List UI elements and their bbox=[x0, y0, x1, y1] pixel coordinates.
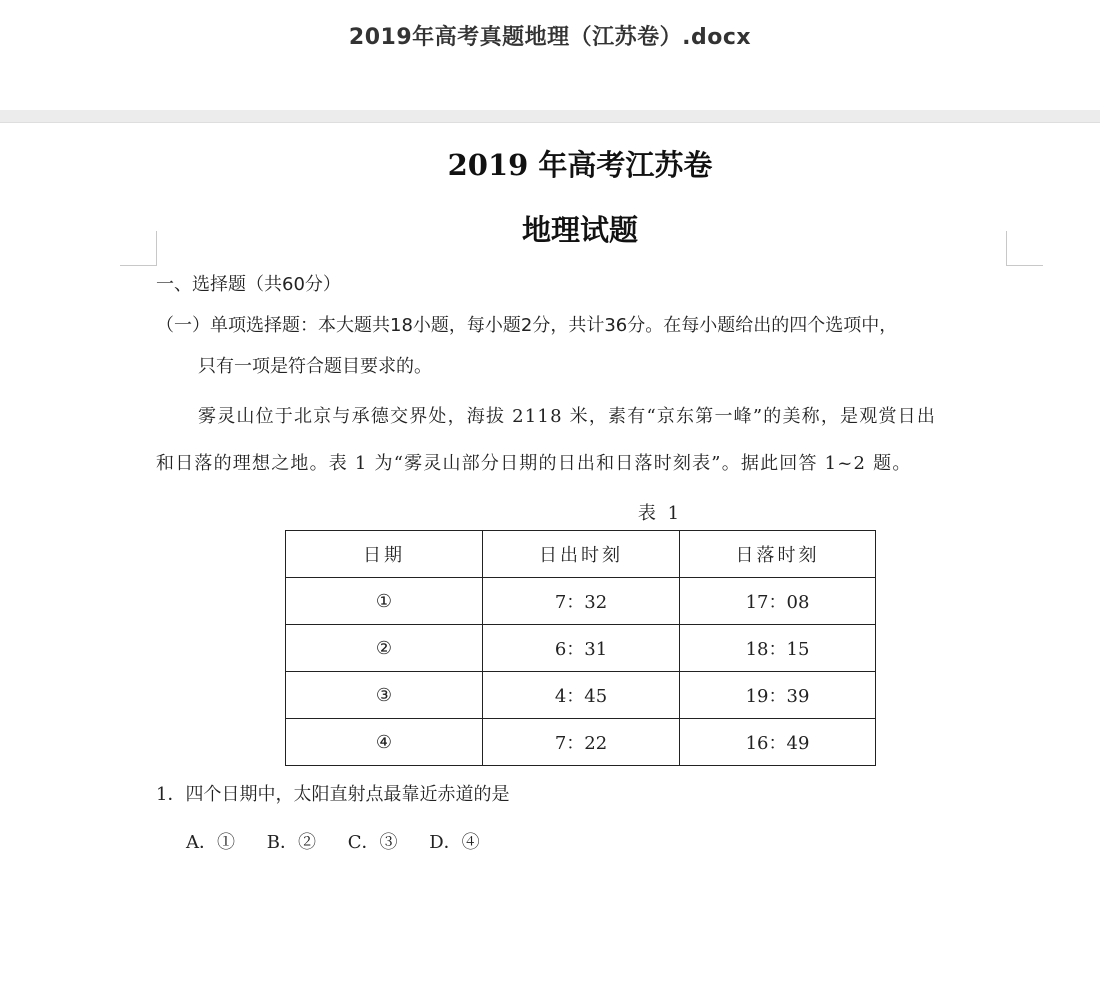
table-cell: 4：45 bbox=[483, 672, 680, 719]
table-row bbox=[286, 625, 876, 672]
option-a: A．① bbox=[186, 832, 235, 853]
question-1-options bbox=[186, 828, 506, 854]
table-cell: 17：08 bbox=[680, 578, 876, 625]
passage-line-1: 雾灵山位于北京与承德交界处，海拔 2118 米，素有“京东第一峰”的美称，是观赏日出 bbox=[198, 406, 937, 427]
option-d: D．④ bbox=[429, 832, 480, 853]
table-cell: 18：15 bbox=[680, 625, 876, 672]
instruction-line-1: （一）单项选择题：本大题共18小题，每小题2分，共计36分。在每小题给出的四个选项中， bbox=[156, 315, 898, 336]
table-cell: 7：32 bbox=[483, 578, 680, 625]
table-header-cell: 日期 bbox=[286, 531, 483, 578]
option-c: C．③ bbox=[347, 832, 398, 853]
table-cell: ① bbox=[286, 578, 483, 625]
table-cell: 16：49 bbox=[680, 719, 876, 766]
table-cell: 19：39 bbox=[680, 672, 876, 719]
table-cell: ③ bbox=[286, 672, 483, 719]
table-row bbox=[286, 578, 876, 625]
instruction-line-2: 只有一项是符合题目要求的。 bbox=[198, 356, 432, 377]
document-filename: 2019年高考真题地理（江苏卷）.docx bbox=[348, 25, 752, 50]
table-header-cell: 日落时刻 bbox=[680, 531, 876, 578]
table-cell: ② bbox=[286, 625, 483, 672]
table-row bbox=[286, 719, 876, 766]
table-row bbox=[286, 672, 876, 719]
passage-line-2: 和日落的理想之地。表 1 为“雾灵山部分日期的日出和日落时刻表”。据此回答 1~2 题。 bbox=[156, 453, 912, 474]
table-cell: ④ bbox=[286, 719, 483, 766]
document-heading-1: 2019 年高考江苏卷 bbox=[447, 148, 713, 182]
question-1-text: 1．四个日期中，太阳直射点最靠近赤道的是 bbox=[156, 784, 510, 805]
table-header-row bbox=[286, 531, 876, 578]
section-heading: 一、选择题（共60分） bbox=[156, 274, 341, 295]
table-cell: 7：22 bbox=[483, 719, 680, 766]
toolbar-divider bbox=[0, 110, 1100, 123]
document-heading-2: 地理试题 bbox=[521, 213, 638, 247]
option-b: B．② bbox=[266, 832, 316, 853]
title-bar bbox=[0, 0, 1100, 110]
table-header-cell: 日出时刻 bbox=[483, 531, 680, 578]
sunrise-sunset-table bbox=[285, 530, 876, 766]
table-caption: 表 1 bbox=[637, 503, 683, 524]
table-cell: 6：31 bbox=[483, 625, 680, 672]
